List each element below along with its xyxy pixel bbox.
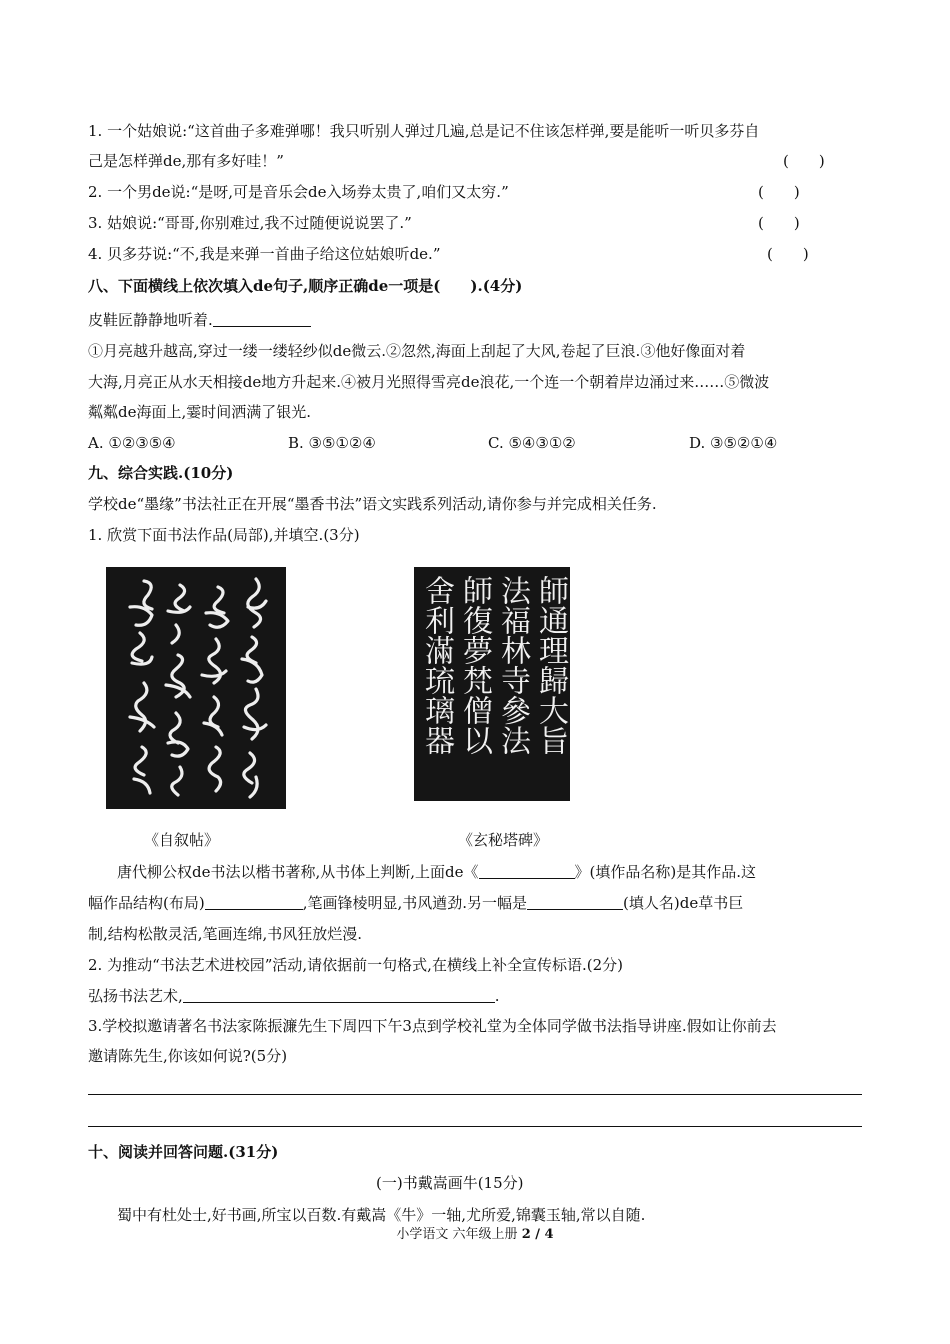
- q9-sub2: 2. 为推动“书法艺术进校园”活动,请依据前一句格式,在横线上补全宣传标语.(2分): [88, 956, 623, 974]
- q9-sub3-line1: 3.学校拟邀请著名书法家陈振濂先生下周四下午3点到学校礼堂为全体同学做书法指导讲座.假如让你前去: [88, 1017, 777, 1035]
- q9-fill-line2: [88, 893, 743, 913]
- fill-blank-structure[interactable]: [205, 894, 303, 910]
- kaishu-column-2: 法福林寺參法: [495, 575, 530, 755]
- slogan-prefix: 弘扬书法艺术,: [88, 987, 183, 1005]
- slogan-blank[interactable]: [183, 987, 495, 1003]
- q8-option-c[interactable]: C. ⑤④③①②: [488, 434, 576, 452]
- caption-zixutie: 《自叙帖》: [144, 831, 220, 849]
- answer-paren[interactable]: ( ): [758, 183, 800, 201]
- q8-stem: [88, 310, 311, 330]
- page-number: 2 / 4: [521, 1227, 554, 1242]
- q8-passage-line1: ①月亮越升越高,穿过一缕一缕轻纱似de微云.②忽然,海面上刮起了大风,卷起了巨浪.③他好像面对着: [88, 342, 746, 360]
- q10-first-line: 蜀中有杜处士,好书画,所宝以百数.有戴嵩《牛》一轴,尤所爱,锦囊玉轴,常以自随.: [117, 1206, 646, 1224]
- q8-heading: 八、下面横线上依次填入de句子,顺序正确de一项是( ).(4分): [88, 277, 523, 295]
- q9-sub1: 1. 欣赏下面书法作品(局部),并填空.(3分): [88, 526, 360, 544]
- q8-option-b[interactable]: B. ③⑤①②④: [288, 434, 376, 452]
- calligraphy-kaishu-image: [414, 567, 570, 801]
- q9-fill-line3: 制,结构松散灵活,笔画连绵,书风狂放烂漫.: [88, 925, 363, 943]
- q9-sub3-line2: 邀请陈先生,你该如何说?(5分): [88, 1047, 288, 1065]
- q9-fill-text: (填人名)de草书巨: [623, 894, 744, 912]
- q8-option-a[interactable]: A. ①②③⑤④: [88, 434, 176, 452]
- answer-paren[interactable]: ( ): [783, 152, 825, 170]
- q8-answer-blank[interactable]: [213, 311, 311, 327]
- fill-blank-work-name[interactable]: [479, 863, 575, 879]
- calligraphy-cursive-image: [106, 567, 286, 809]
- q9-fill-line1: [117, 862, 756, 882]
- q8-passage-line3: 粼粼de海面上,霎时间洒满了银光.: [88, 403, 312, 421]
- q9-fill-text: 唐代柳公权de书法以楷书著称,从书体上判断,上面de《: [117, 863, 479, 881]
- q9-fill-text: ,笔画锋棱明显,书风遒劲.另一幅是: [302, 894, 528, 912]
- kaishu-column-1: 師通理歸大旨: [533, 575, 568, 755]
- q7-item-2: 2. 一个男de说:“是呀,可是音乐会de入场券太贵了,咱们又太穷.”: [88, 183, 509, 201]
- kaishu-column-3: 師復夢梵僧以: [457, 575, 492, 755]
- q8-option-d[interactable]: D. ③⑤②①④: [689, 434, 778, 452]
- q10-subtitle: (一)书戴嵩画牛(15分): [376, 1174, 524, 1192]
- q7-item-1-line2: 己是怎样弹de,那有多好哇！”: [88, 152, 284, 170]
- q9-heading: 九、综合实践.(10分): [88, 464, 234, 482]
- answer-line[interactable]: [88, 1094, 862, 1095]
- q7-item-1-line1: 1. 一个姑娘说:“这首曲子多难弹哪！我只听别人弹过几遍,总是记不住该怎样弹,要是能听一听贝多芬自: [88, 122, 760, 140]
- q9-fill-text: 幅作品结构(布局): [88, 894, 205, 912]
- q10-heading: 十、阅读并回答问题.(31分): [88, 1143, 279, 1161]
- q9-slogan: [88, 986, 500, 1006]
- page-footer: [0, 1226, 950, 1244]
- q7-item-4: 4. 贝多芬说:“不,我是来弹一首曲子给这位姑娘听de.”: [88, 245, 441, 263]
- answer-paren[interactable]: ( ): [758, 214, 800, 232]
- q9-fill-text: 》(填作品名称)是其作品.这: [574, 863, 756, 881]
- caption-xuanmitabei: 《玄秘塔碑》: [458, 831, 549, 849]
- q8-passage-line2: 大海,月亮正从水天相接de地方升起来.④被月光照得雪亮de浪花,一个连一个朝着岸边涌过来……⑤微波: [88, 373, 770, 391]
- answer-paren[interactable]: ( ): [767, 245, 809, 263]
- fill-blank-person-name[interactable]: [527, 894, 623, 910]
- slogan-suffix: .: [494, 987, 500, 1005]
- answer-line[interactable]: [88, 1126, 862, 1127]
- q7-item-3: 3. 姑娘说:“哥哥,你别难过,我不过随便说说罢了.”: [88, 214, 412, 232]
- q8-stem-text: 皮鞋匠静静地听着.: [88, 311, 213, 329]
- cursive-strokes-icon: [106, 567, 286, 809]
- q9-intro: 学校de“墨缘”书法社正在开展“墨香书法”语文实践系列活动,请你参与并完成相关任务.: [88, 495, 657, 513]
- kaishu-column-4: 舍利滿琉璃器: [419, 575, 454, 755]
- footer-text: 小学语文 六年级上册: [396, 1227, 522, 1242]
